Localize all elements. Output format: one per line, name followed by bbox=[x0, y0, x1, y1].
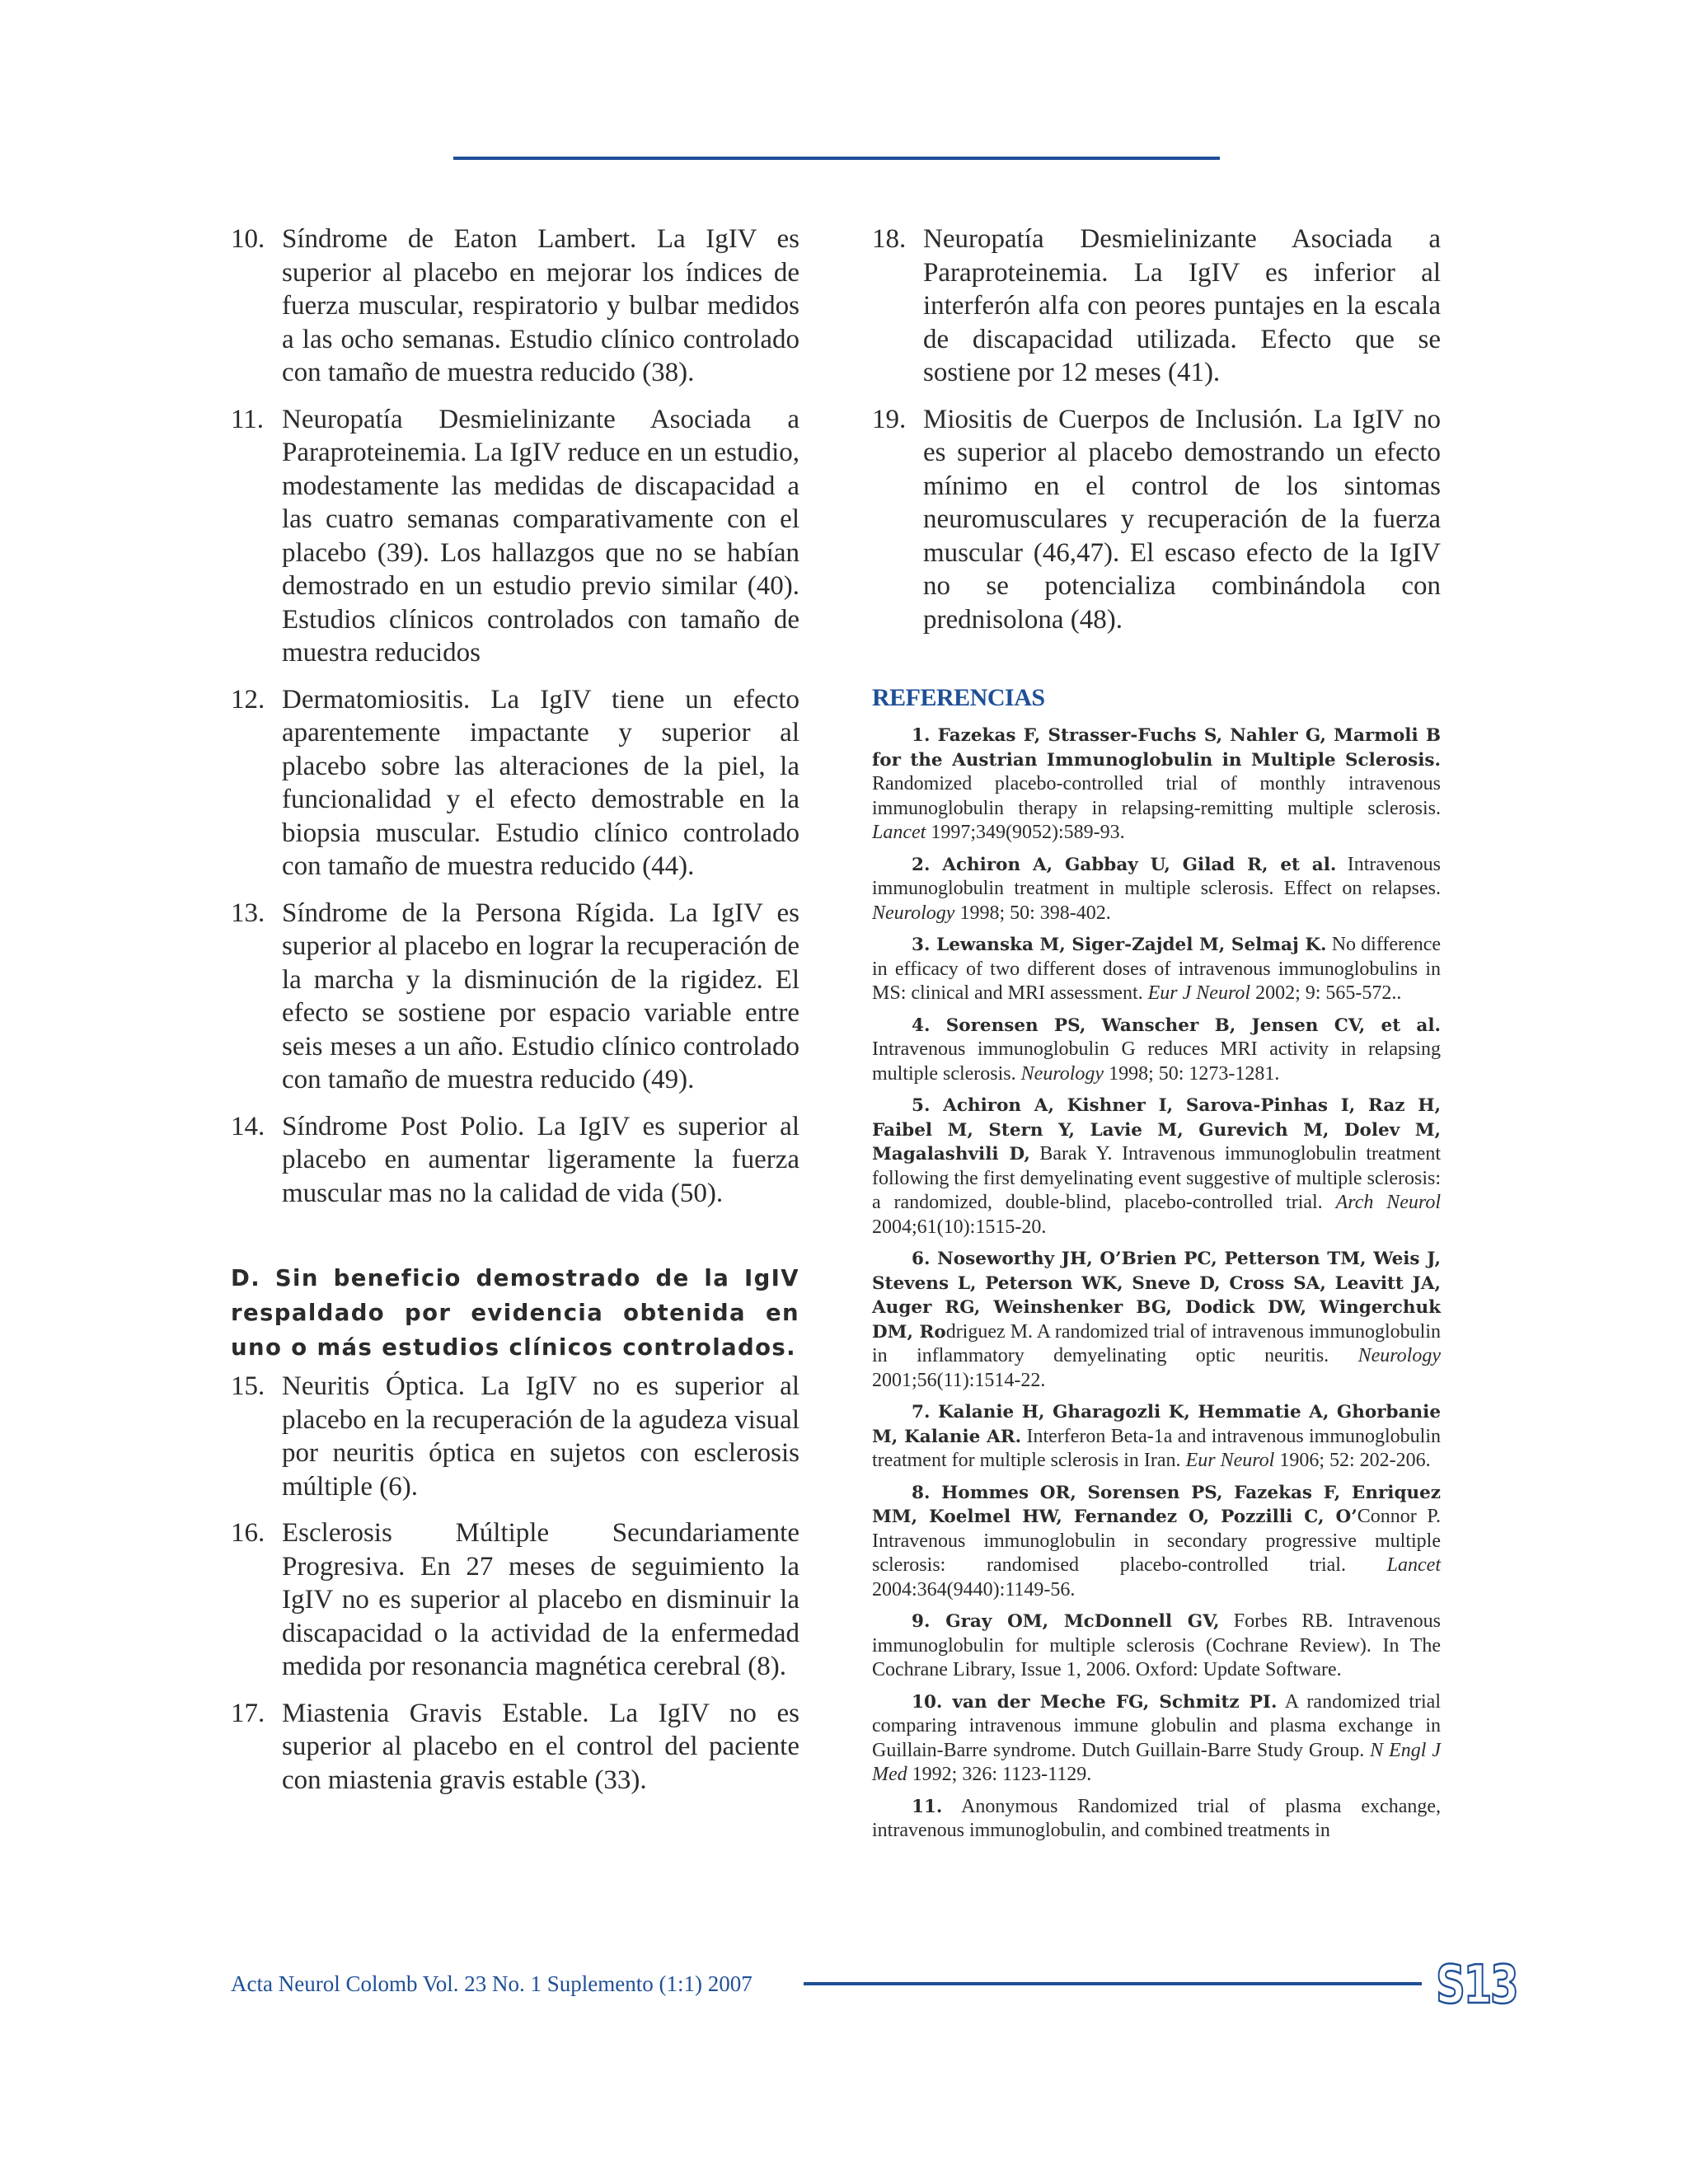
reference-authors: 11. bbox=[912, 1796, 943, 1817]
reference-authors: 8. Hommes OR, Sorensen PS, Fazekas F, Enriquez MM, Koelmel HW, Fernandez O, Pozzilli C, O’ bbox=[872, 1482, 1441, 1527]
reference-entry bbox=[872, 1400, 1441, 1474]
reference-text: No difference in efficacy of two different doses of intravenous immunoglobulins in MS: clinical and MRI assessment. bbox=[872, 934, 1441, 1004]
reference-text: Interferon Beta-1a and intravenous immunoglobulin treatment for multiple sclerosis in Iran. bbox=[872, 1425, 1442, 1471]
item-text: Síndrome Post Polio. La IgIV es superior al placebo en aumentar ligeramente la fuerza muscular mas no la calidad de vida (50). bbox=[282, 1111, 799, 1208]
reference-text: Connor P. Intravenous immunoglobulin in secondary progressive multiple sclerosis: randomised placebo-controlled trial. bbox=[872, 1506, 1441, 1576]
reference-entry bbox=[872, 1014, 1441, 1087]
item-text: Neuropatía Desmielinizante Asociada a Paraproteinemia. La IgIV es inferior al interferón alfa con peores puntajes en la escala de discapacidad utilizada. Efecto que se sostiene por 12 meses (41). bbox=[923, 224, 1441, 387]
item-number: 19. bbox=[872, 404, 907, 434]
list-item bbox=[231, 223, 799, 390]
reference-authors: 4. Sorensen PS, Wanscher B, Jensen CV, et al. bbox=[912, 1015, 1441, 1036]
reference-authors: 7. Kalanie H, Gharagozli K, Hemmatie A, Ghorbanie M, Kalanie AR. bbox=[872, 1402, 1441, 1447]
footer-rule bbox=[804, 1982, 1422, 1985]
reference-authors: 5. Achiron A, Kishner I, Sarova-Pinhas I, Raz H, Faibel M, Stern Y, Lavie M, Gurevich M, Dolev M, Magalashvili D, bbox=[872, 1095, 1441, 1165]
reference-entry bbox=[872, 724, 1441, 846]
left-column bbox=[231, 223, 799, 1810]
item-text: Neuropatía Desmielinizante Asociada a Paraproteinemia. La IgIV reduce en un estudio, modestamente las medidas de discapacidad a las cuatro semanas comparativamente con el placebo (39). Los hallazgos que no se habían demostrado en un estudio previo similar (40). Estudios clínicos controlados con tamaño de muestra reducidos bbox=[282, 404, 799, 668]
reference-citation: 1992; 326: 1123-1129. bbox=[907, 1764, 1092, 1785]
reference-text: Forbes RB. Intravenous immunoglobulin for multiple sclerosis (Cochrane Review). In The Cochrane Library, Issue 1, 2006. Oxford: Update Software. bbox=[872, 1610, 1441, 1680]
reference-citation: 1998; 50: 1273-1281. bbox=[1104, 1062, 1280, 1085]
list-item bbox=[231, 897, 799, 1097]
reference-entry bbox=[872, 1094, 1441, 1240]
reference-journal: Neurology bbox=[1020, 1062, 1104, 1085]
numbered-list-upper bbox=[231, 223, 799, 1210]
reference-text: Barak Y. Intravenous immunoglobulin treatment following the first demyelinating event suggestive of multiple sclerosis: a randomized, double-blind, placebo-controlled trial. bbox=[872, 1143, 1442, 1213]
reference-citation: 2002; 9: 565-572.. bbox=[1250, 982, 1402, 1004]
reference-journal: Lancet bbox=[1386, 1554, 1441, 1576]
reference-text: A randomized trial comparing intravenous immune globulin and plasma exchange in Guillain-Barre syndrome. Dutch Guillain-Barre Study Group. bbox=[872, 1690, 1441, 1761]
reference-text: Intravenous immunoglobulin treatment in multiple sclerosis. Effect on relapses. bbox=[872, 853, 1441, 899]
reference-authors: 2. Achiron A, Gabbay U, Gilad R, et al. bbox=[912, 854, 1337, 875]
reference-authors: 10. van der Meche FG, Schmitz PI. bbox=[912, 1691, 1278, 1713]
reference-entry bbox=[872, 1690, 1441, 1788]
reference-citation: 2001;56(11):1514-22. bbox=[872, 1369, 1046, 1391]
numbered-list-section-d bbox=[231, 1370, 799, 1797]
reference-authors: 6. Noseworthy JH, O’Brien PC, Petterson TM, Weis J, Stevens L, Peterson WK, Sneve D, Cross SA, Leavitt JA, Auger RG, Weinshenker BG, Dodick DW, Wingerchuk DM, Ro bbox=[872, 1249, 1441, 1343]
list-item bbox=[231, 683, 799, 883]
reference-citation: 2004:364(9440):1149-56. bbox=[872, 1578, 1076, 1601]
reference-authors: 3. Lewanska M, Siger-Zajdel M, Selmaj K. bbox=[912, 935, 1327, 955]
reference-citation: 2004;61(10):1515-20. bbox=[872, 1216, 1047, 1238]
item-text: Dermatomiositis. La IgIV tiene un efecto aparentemente impactante y superior al placebo sobre las alteraciones de la piel, la funcionalidad y el efecto demostrable en la biopsia muscular. Estudio clínico controlado con tamaño de muestra reducido (44). bbox=[282, 684, 799, 881]
reference-citation: 1906; 52: 202-206. bbox=[1274, 1450, 1431, 1471]
reference-journal: Eur Neurol bbox=[1185, 1450, 1275, 1471]
reference-entry bbox=[872, 853, 1441, 926]
right-column bbox=[872, 223, 1441, 1851]
item-number: 14. bbox=[231, 1111, 265, 1141]
numbered-list-right bbox=[872, 223, 1441, 636]
list-item bbox=[231, 1516, 799, 1684]
item-text: Síndrome de la Persona Rígida. La IgIV es superior al placebo en lograr la recuperación de la marcha y la disminución de la rigidez. El efecto se sostiene por espacio variable entre seis meses a un año. Estudio clínico controlado con tamaño de muestra reducido (49). bbox=[282, 898, 799, 1094]
reference-text: Anonymous Randomized trial of plasma exchange, intravenous immunoglobulin, and combined treatments in bbox=[872, 1795, 1441, 1841]
item-text: Miastenia Gravis Estable. La IgIV no es superior al placebo en el control del paciente con miastenia gravis estable (33). bbox=[282, 1698, 799, 1795]
list-item bbox=[872, 223, 1441, 390]
reference-text: Intravenous immunoglobulin G reduces MRI activity in relapsing multiple sclerosis. bbox=[872, 1038, 1441, 1085]
references-heading: REFERENCIAS bbox=[872, 684, 1045, 711]
reference-entry bbox=[872, 1481, 1441, 1603]
item-number: 16. bbox=[231, 1518, 265, 1548]
item-number: 18. bbox=[872, 224, 907, 254]
reference-entry bbox=[872, 933, 1441, 1006]
reference-journal: Neurology bbox=[1357, 1345, 1441, 1366]
reference-entry bbox=[872, 1610, 1441, 1683]
reference-authors: 9. Gray OM, McDonnell GV, bbox=[912, 1611, 1220, 1632]
reference-entry bbox=[872, 1247, 1441, 1393]
item-number: 11. bbox=[231, 404, 265, 434]
list-item bbox=[231, 1110, 799, 1211]
item-number: 17. bbox=[231, 1698, 265, 1728]
header-rule bbox=[453, 157, 1220, 160]
references-list bbox=[872, 724, 1441, 1844]
reference-citation: 1998; 50: 398-402. bbox=[954, 902, 1111, 924]
section-d-heading: D. Sin beneficio demostrado de la IgIV respaldado por evidencia obtenida en uno o más estudios clínicos controlados. bbox=[231, 1265, 799, 1361]
item-text: Miositis de Cuerpos de Inclusión. La IgIV no es superior al placebo demostrando un efecto mínimo en el control de los sintomas neuromusculares y recuperación de la fuerza muscular (46,47). El escaso efecto de la IgIV no se potencializa combinándola con prednisolona (48). bbox=[923, 404, 1441, 635]
reference-citation: 1997;349(9052):589-93. bbox=[926, 822, 1125, 843]
item-text: Neuritis Óptica. La IgIV no es superior al placebo en la recuperación de la agudeza visual por neuritis óptica en sujetos con esclerosis múltiple (6). bbox=[282, 1371, 799, 1502]
reference-authors: 1. Fazekas F, Strasser-Fuchs S, Nahler G, Marmoli B for the Austrian Immunoglobulin in Multiple Sclerosis. bbox=[872, 725, 1441, 771]
item-number: 15. bbox=[231, 1371, 265, 1401]
list-item bbox=[231, 403, 799, 670]
list-item bbox=[872, 403, 1441, 637]
reference-entry bbox=[872, 1795, 1441, 1844]
reference-journal: Lancet bbox=[872, 822, 926, 843]
reference-text: driguez M. A randomized trial of intravenous immunoglobulin in inflammatory demyelinating optic neuritis. bbox=[872, 1320, 1441, 1366]
reference-journal: Arch Neurol bbox=[1335, 1192, 1441, 1213]
item-number: 10. bbox=[231, 224, 265, 254]
item-text: Síndrome de Eaton Lambert. La IgIV es superior al placebo en mejorar los índices de fuerza muscular, respiratorio y bulbar medidos a las ocho semanas. Estudio clínico controlado con tamaño de muestra reducido (38). bbox=[282, 224, 799, 387]
journal-footer: Acta Neurol Colomb Vol. 23 No. 1 Suplemento (1:1) 2007 bbox=[231, 1971, 753, 1996]
list-item bbox=[231, 1697, 799, 1797]
page-number: S13 bbox=[1436, 1955, 1517, 2016]
item-text: Esclerosis Múltiple Secundariamente Progresiva. En 27 meses de seguimiento la IgIV no es superior al placebo en disminuir la discapacidad o la actividad de la enfermedad medida por resonancia magnética cerebral (8). bbox=[282, 1518, 799, 1681]
list-item bbox=[231, 1370, 799, 1503]
reference-text: Randomized placebo-controlled trial of monthly intravenous immunoglobulin therapy in relapsing-remitting multiple sclerosis. bbox=[872, 773, 1441, 819]
reference-journal: N Engl J Med bbox=[872, 1739, 1441, 1785]
item-number: 12. bbox=[231, 684, 265, 715]
reference-journal: Neurology bbox=[872, 902, 955, 924]
reference-journal: Eur J Neurol bbox=[1147, 982, 1251, 1004]
item-number: 13. bbox=[231, 898, 265, 928]
